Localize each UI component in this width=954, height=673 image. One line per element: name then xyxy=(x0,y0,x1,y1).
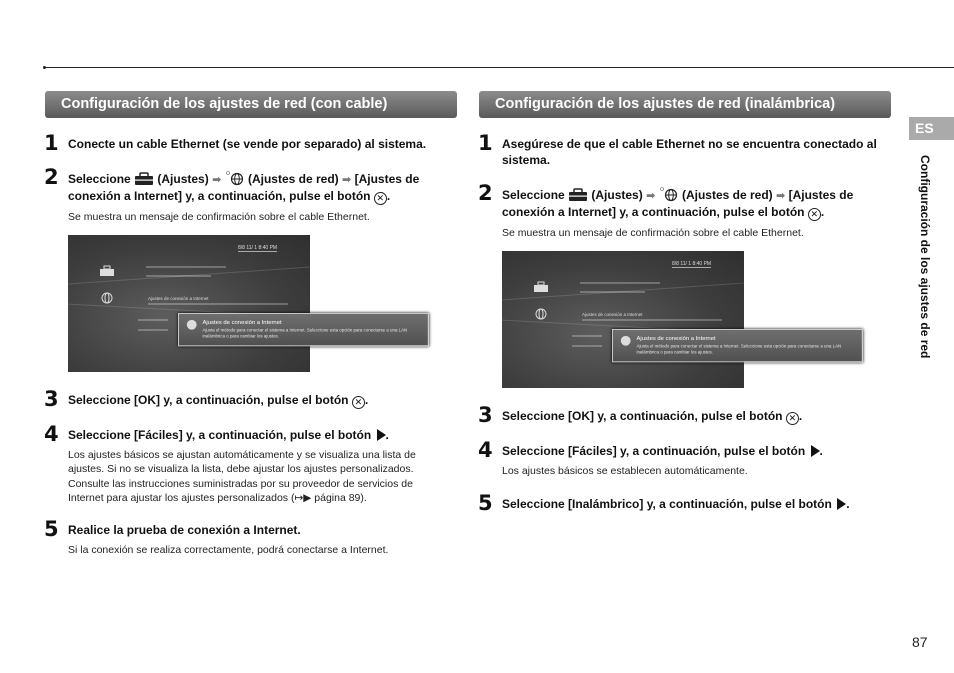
wireless-step-4 xyxy=(478,437,891,479)
section-side-label: Configuración de los ajustes de red xyxy=(918,155,932,359)
note-ref: página 89). xyxy=(314,492,367,504)
wired-section-header: Configuración de los ajustes de red (con cable) xyxy=(45,91,457,118)
step-text: Conecte un cable Ethernet (se vende por separado) al sistema. xyxy=(68,137,427,151)
note-text: Los ajustes básicos se ajustan automáticamente y se visualiza una lista de ajustes. Si no se visualiza la lista, debe ajustar los ajustes personalizados. Consulte las instrucciones suministradas por su proveedor de servicios de Internet para ajustar los ajustes personalizados ( xyxy=(68,448,416,504)
toolbox-icon xyxy=(100,266,114,276)
step-note: Si la conexión se realiza correctamente, podrá conectarse a Internet. xyxy=(68,543,389,556)
cross-button-icon: ✕ xyxy=(374,192,387,205)
page-number: 87 xyxy=(912,634,928,650)
step-number: 3 xyxy=(478,402,493,427)
step-note xyxy=(68,448,448,506)
globe-icon xyxy=(101,292,113,304)
step-text-part: Seleccione [Fáciles] y, a continuación, pulse el botón xyxy=(68,427,372,442)
step-text-part: (Ajustes) xyxy=(157,172,209,186)
right-triangle-icon xyxy=(837,498,846,510)
step-text-part: Seleccione [Fáciles] y, a continuación, pulse el botón xyxy=(502,443,806,458)
step-text: Seleccione [Fáciles] y, a continuación, pulse el botón . xyxy=(502,443,823,458)
step-text-part: Seleccione [OK] y, a continuación, pulse el botón xyxy=(68,392,349,407)
language-tab: ES xyxy=(909,117,954,140)
wireless-screenshot xyxy=(502,251,842,388)
right-arrow-icon: ➡ xyxy=(776,190,786,202)
top-rule xyxy=(44,67,954,68)
right-triangle-icon xyxy=(811,445,820,457)
step-text-part: [Ajustes de conexión a Internet] y, a continuación, pulse el botón xyxy=(502,188,854,219)
step-text: Seleccione [OK] y, a continuación, pulse el botón ✕ . xyxy=(68,392,369,407)
toolbox-icon xyxy=(534,282,548,292)
wired-step-2 xyxy=(44,165,457,225)
screenshot-menu-item: Ajustes de conexión a Internet xyxy=(582,311,643,317)
step-number: 3 xyxy=(44,386,59,411)
wireless-step-1 xyxy=(478,131,891,168)
right-arrow-icon: ➡ xyxy=(212,174,222,186)
wired-section xyxy=(45,91,457,557)
wireless-step-5 xyxy=(478,491,891,515)
step-text-part: Seleccione xyxy=(68,172,131,186)
step-text-part: (Ajustes) xyxy=(591,188,643,202)
step-number: 4 xyxy=(478,437,493,462)
right-arrow-icon: ➡ xyxy=(342,174,352,186)
step-number: 1 xyxy=(44,131,59,155)
wireless-step-2 xyxy=(478,181,891,241)
screenshot-menu-item: Ajustes de conexión a Internet xyxy=(148,295,209,301)
globe-icon xyxy=(535,308,547,320)
step-text: Seleccione [Fáciles] y, a continuación, pulse el botón . xyxy=(68,427,389,442)
globe-icon xyxy=(225,170,245,186)
page-arrow-icon: ↦▶ xyxy=(294,492,312,504)
screenshot-popup xyxy=(612,329,863,362)
popup-title: Ajustes de conexión a Internet xyxy=(202,319,282,326)
wireless-step-3 xyxy=(478,402,891,427)
step-number: 2 xyxy=(478,181,493,205)
step-text: Seleccione (Ajustes) ➡ (Ajustes de red) ➡ [Ajustes de conexión a Internet] y, a continuación, pulse el botón ✕ . xyxy=(502,188,854,219)
wired-screenshot xyxy=(68,235,408,372)
settings-item-icon xyxy=(187,319,197,329)
popup-description: Ajusta el método para conectar el sistema a Internet. Seleccione esta opción para conectarse a una LAN inalámbrica o para cambiar los ajustes. xyxy=(636,343,842,354)
cross-button-icon: ✕ xyxy=(786,412,799,425)
step-note: Los ajustes básicos se establecen automáticamente. xyxy=(502,464,748,477)
step-text-part: Seleccione [OK] y, a continuación, pulse el botón xyxy=(502,408,783,423)
wired-step-3 xyxy=(44,386,457,411)
cross-button-icon: ✕ xyxy=(352,396,365,409)
step-text-part: (Ajustes de red) xyxy=(247,172,339,186)
step-text-part: Seleccione [Inalámbrico] y, a continuación, pulse el botón xyxy=(502,497,832,511)
step-text: Seleccione (Ajustes) ➡ (Ajustes de red) ➡ [Ajustes de conexión a Internet] y, a continuación, pulse el botón ✕ . xyxy=(68,172,420,203)
cross-button-icon: ✕ xyxy=(808,208,821,221)
screenshot-popup xyxy=(178,313,429,346)
settings-item-icon xyxy=(621,335,631,345)
toolbox-icon xyxy=(134,172,154,186)
step-number: 1 xyxy=(478,131,493,155)
step-note: Se muestra un mensaje de confirmación sobre el cable Ethernet. xyxy=(502,227,804,239)
step-note: Se muestra un mensaje de confirmación sobre el cable Ethernet. xyxy=(68,211,370,223)
step-text-part: Seleccione xyxy=(502,188,565,202)
wired-step-4 xyxy=(44,421,457,506)
wireless-section xyxy=(478,91,891,515)
screenshot-clock: 8/8 11/ 1 8:40 PM xyxy=(238,244,278,251)
step-text: Realice la prueba de conexión a Internet. xyxy=(68,522,301,537)
popup-description: Ajusta el método para conectar el sistema a Internet. Seleccione esta opción para conectarse a una LAN inalámbrica o para cambiar los ajustes. xyxy=(202,327,408,338)
step-text-part: [Ajustes de conexión a Internet] y, a continuación, pulse el botón xyxy=(68,172,420,203)
step-text-part: (Ajustes de red) xyxy=(681,188,773,202)
step-text: Seleccione [OK] y, a continuación, pulse el botón ✕ . xyxy=(502,408,803,423)
right-triangle-icon xyxy=(377,429,386,441)
toolbox-icon xyxy=(568,188,588,202)
screenshot-clock: 8/8 11/ 1 8:40 PM xyxy=(672,260,712,267)
step-text: Seleccione [Inalámbrico] y, a continuación, pulse el botón . xyxy=(502,497,850,511)
step-number: 4 xyxy=(44,421,59,446)
step-text: Asegúrese de que el cable Ethernet no se encuentra conectado al sistema. xyxy=(502,137,877,167)
wired-step-5 xyxy=(44,516,457,558)
wired-step-1 xyxy=(44,131,457,155)
globe-icon xyxy=(659,186,679,202)
right-arrow-icon: ➡ xyxy=(646,190,656,202)
wireless-section-header: Configuración de los ajustes de red (inalámbrica) xyxy=(479,91,891,118)
step-number: 5 xyxy=(44,516,59,541)
step-number: 2 xyxy=(44,165,59,189)
step-number: 5 xyxy=(478,491,493,515)
popup-title: Ajustes de conexión a Internet xyxy=(636,335,716,342)
